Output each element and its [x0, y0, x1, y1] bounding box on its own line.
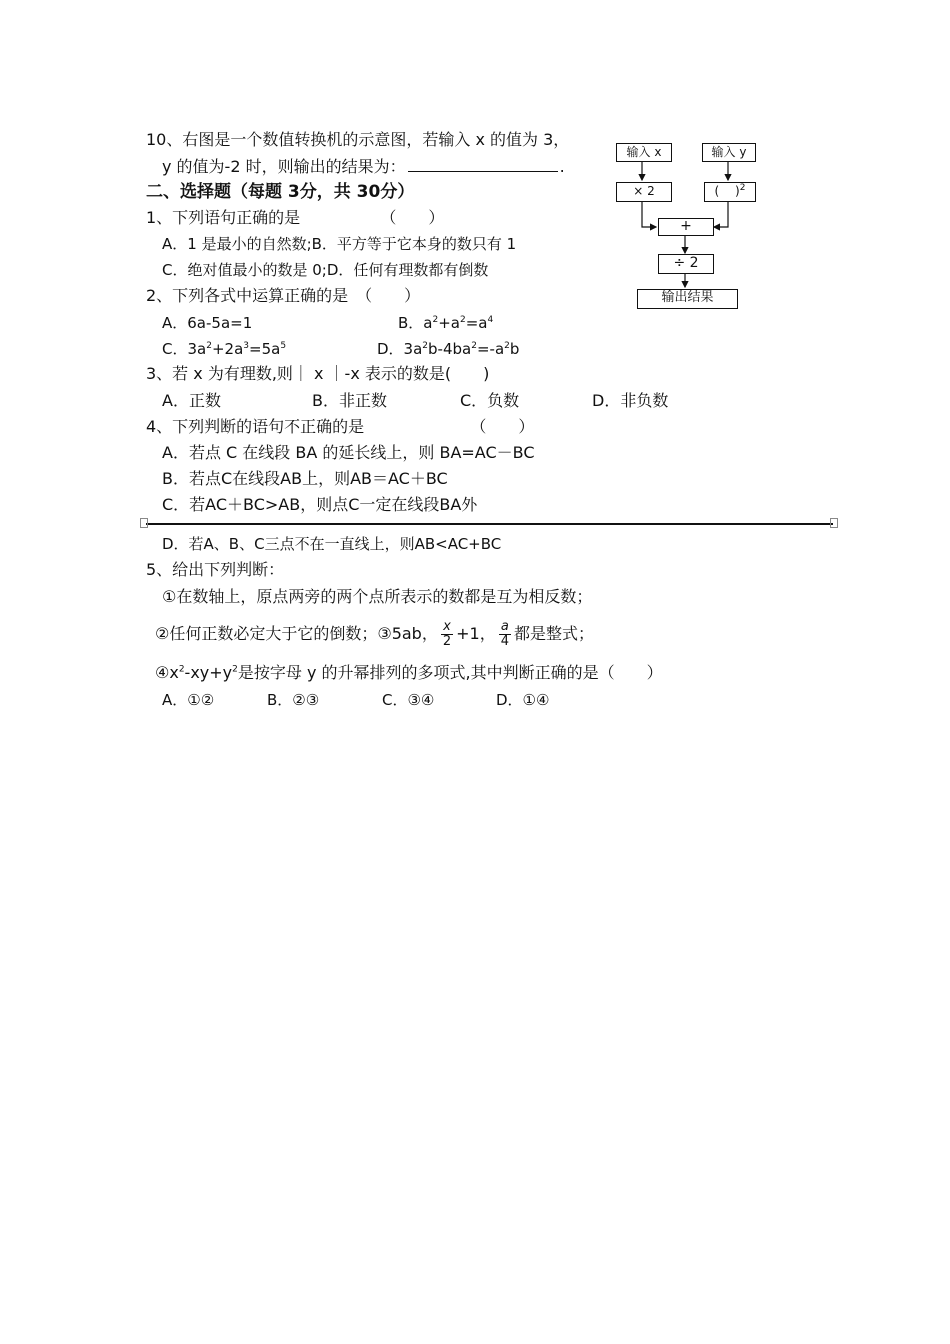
- q5-item4-exp2: 2: [232, 664, 238, 675]
- q2d-exp1: 2: [422, 341, 429, 351]
- flow-input-y: 输入 y: [702, 143, 756, 162]
- q5-option-a: A．①②: [162, 691, 215, 709]
- q2b-exp3: 4: [487, 315, 494, 325]
- q5-option-d: D．①④: [496, 691, 550, 709]
- q4-stem-text: 4、下列判断的语句不正确的是: [146, 417, 365, 436]
- flow-plus: +: [658, 218, 714, 236]
- q5-stem: 5、给出下列判断：: [146, 560, 285, 579]
- q1-options-cd: C．绝对值最小的数是 0;D．任何有理数都有倒数: [162, 261, 489, 279]
- q10-line2-text: y 的值为-2 时，则输出的结果为：: [162, 157, 406, 176]
- q5-item2-text: ②任何正数必定大于它的倒数；③5ab，: [155, 624, 438, 643]
- divider-right-mark: [830, 518, 838, 528]
- q2d-exp3: 2: [504, 341, 510, 351]
- q3-option-b: B．非正数: [312, 391, 387, 410]
- q5-item2: [155, 616, 594, 652]
- arrow-times2-to-plus: [642, 202, 656, 227]
- frac2-den: 4: [500, 634, 509, 649]
- q2d-exp2: 2: [471, 341, 477, 351]
- q4-option-d: D．若A、B、C三点不在一直线上，则AB<AC+BC: [162, 535, 502, 553]
- q4-option-b: B．若点C在线段AB上，则AB＝AC＋BC: [162, 469, 448, 488]
- section-title: 二、选择题（每题 3分，共 30分）: [146, 182, 415, 202]
- q2b-b: +a: [438, 314, 460, 332]
- flow-input-x: 输入 x: [616, 143, 672, 162]
- q4-paren: （ ）: [470, 417, 535, 436]
- q1-paren: （ ）: [380, 208, 445, 227]
- flow-square-paren: ( ): [714, 184, 740, 198]
- q2c-c: =5a: [249, 340, 281, 358]
- q5-item4-a: ④x: [155, 663, 179, 682]
- fraction-a-over-4: [499, 620, 511, 649]
- divider-left-mark: [140, 518, 148, 528]
- q2c-exp1: 2: [206, 341, 212, 351]
- q1-stem-text: 1、下列语句正确的是: [146, 208, 301, 227]
- q3-option-a: A．正数: [162, 391, 221, 410]
- q2d-c: =-a: [476, 340, 505, 358]
- frac1-num: x: [441, 620, 453, 635]
- q2-option-b: [398, 313, 493, 333]
- q5-item4-exp1: 2: [178, 664, 185, 675]
- q5-item2-end: 都是整式；: [514, 624, 595, 643]
- flow-square-exp: 2: [739, 183, 746, 193]
- q2b-a: B．a: [398, 314, 433, 332]
- q2-option-d: [377, 339, 519, 359]
- q5-item4-b: -xy+y: [184, 663, 233, 682]
- q2d-d: b: [509, 340, 520, 358]
- q3-option-c: C．负数: [460, 391, 520, 410]
- flow-times-2: × 2: [616, 182, 672, 202]
- q2c-exp3: 5: [280, 341, 287, 351]
- q3-option-d: D．非负数: [592, 391, 669, 410]
- q2d-b: b-4ba: [428, 340, 472, 358]
- q2b-exp2: 2: [459, 315, 466, 325]
- frac1-tail: +1，: [456, 624, 496, 643]
- q10-line2-end: .: [559, 157, 565, 176]
- q4-option-c: C．若AC＋BC>AB，则点C一定在线段BA外: [162, 495, 478, 514]
- q2b-exp1: 2: [432, 315, 439, 325]
- arrow-square-to-plus: [714, 202, 728, 227]
- q5-option-c: C．③④: [382, 691, 435, 709]
- flow-divide-2: ÷ 2: [658, 254, 714, 274]
- q5-item1: ①在数轴上，原点两旁的两个点所表示的数都是互为相反数；: [162, 587, 593, 606]
- frac2-num: a: [499, 620, 511, 635]
- answer-blank[interactable]: [408, 157, 558, 172]
- q5-option-b: B．②③: [267, 691, 320, 709]
- q2b-c: =a: [465, 314, 488, 332]
- page-divider: [146, 523, 833, 525]
- flow-output: 输出结果: [637, 289, 738, 309]
- q3-stem: 3、若 x 为有理数,则｜ x ｜-x 表示的数是( ): [146, 364, 490, 383]
- q2-option-a: A．6a-5a=1: [162, 314, 253, 332]
- q4-stem: [146, 417, 534, 437]
- q5-item4-c: 是按字母 y 的升幂排列的多项式,其中判断正确的是（ ）: [237, 663, 663, 682]
- q4-option-a: A．若点 C 在线段 BA 的延长线上，则 BA=AC－BC: [162, 443, 535, 462]
- q2d-a: D．3a: [377, 340, 423, 358]
- fraction-x-over-2: [441, 620, 453, 649]
- q1-stem: [146, 208, 444, 228]
- q5-item4: [155, 663, 663, 683]
- flow-square: [704, 182, 756, 202]
- q2-option-c: [162, 339, 286, 359]
- q1-options-ab: A．1 是最小的自然数;B．平方等于它本身的数只有 1: [162, 235, 517, 253]
- q2c-exp2: 3: [243, 341, 249, 351]
- frac1-den: 2: [442, 634, 452, 649]
- q10-line2: [162, 157, 565, 177]
- q2-stem: 2、下列各式中运算正确的是 （ ）: [146, 286, 421, 305]
- q10-line1: 10、右图是一个数值转换机的示意图，若输入 x 的值为 3，: [146, 130, 570, 149]
- q2c-a: C．3a: [162, 340, 207, 358]
- q2c-b: +2a: [211, 340, 244, 358]
